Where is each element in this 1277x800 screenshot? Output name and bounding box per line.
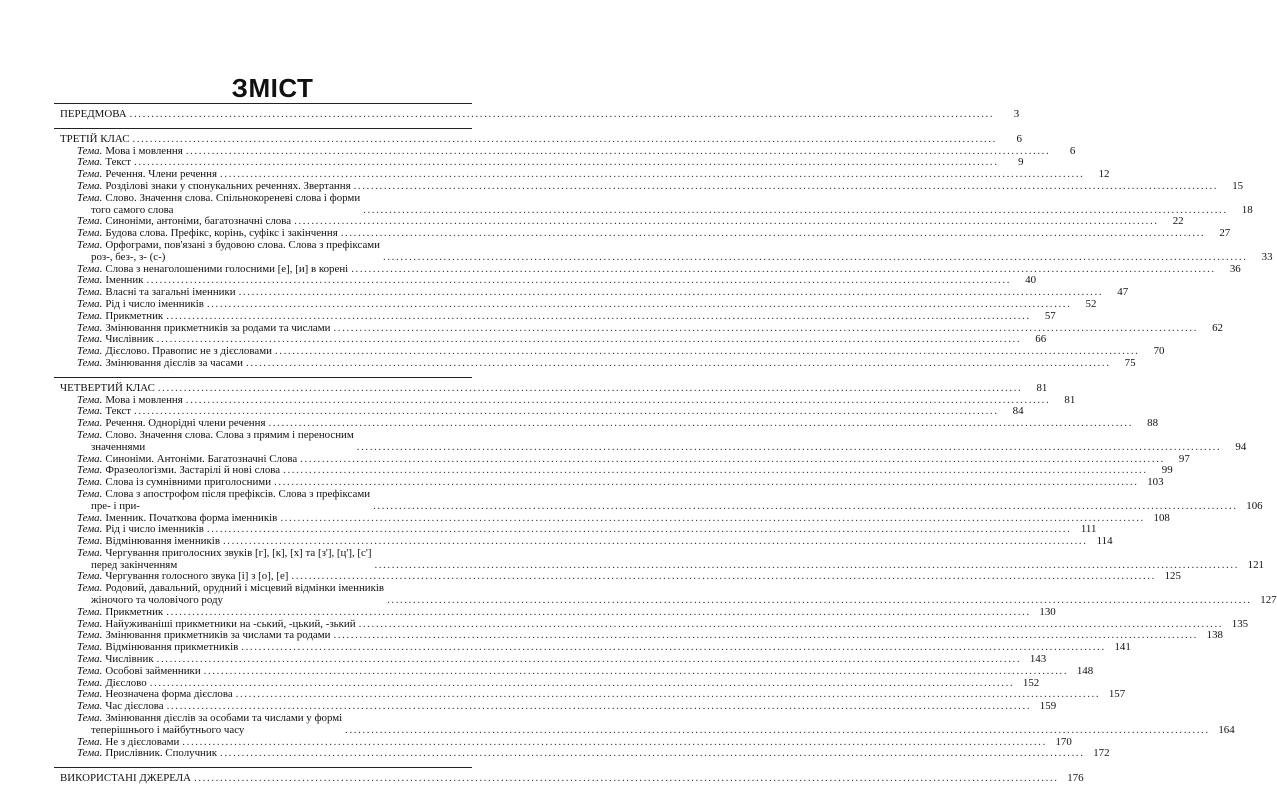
leader-dots: ........................................................................................................................................................................................................ xyxy=(340,227,1206,240)
topic-text xyxy=(77,489,370,513)
page-number: 62 xyxy=(1212,321,1223,334)
topic-label: Тема. xyxy=(77,227,103,240)
page-number: 114 xyxy=(1096,535,1113,548)
topic-label: Тема. xyxy=(77,262,103,275)
page-number: 164 xyxy=(1218,723,1235,736)
leader-dots: ........................................................................................................................................................................................................ xyxy=(166,309,1031,322)
toc-topic-entry[interactable] xyxy=(54,546,1264,572)
page-number: 176 xyxy=(1067,772,1084,785)
toc-topic-entry[interactable] xyxy=(54,747,1110,760)
topic-label: Тема. xyxy=(77,297,103,310)
page-number: 99 xyxy=(1161,464,1173,477)
leader-dots: ........................................................................................................................................................................................................ xyxy=(345,723,1210,736)
leader-dots: ........................................................................................................................................................................................................ xyxy=(291,570,1156,583)
page-number: 127 xyxy=(1260,594,1277,607)
topic-title: Неозначена форма дієслова xyxy=(105,688,233,701)
topic-title: Чергування приголосних звуків [г], [к], [х] та [з'], [ц'], [с'] xyxy=(105,546,372,559)
leader-dots: ........................................................................................................................................................................................................ xyxy=(235,688,1101,701)
leader-dots: ........................................................................................................................................................................................................ xyxy=(166,700,1032,713)
page-number: 148 xyxy=(1076,664,1094,677)
page-number: 27 xyxy=(1219,227,1231,240)
section-title: ПЕРЕДМОВА xyxy=(60,108,127,120)
leader-dots: ........................................................................................................................................................................................................ xyxy=(156,653,1022,666)
leader-dots: ........................................................................................................................................................................................................ xyxy=(274,345,1140,358)
page-number: 40 xyxy=(1025,274,1037,287)
page-number: 47 xyxy=(1117,286,1129,299)
topic-title: Орфограми, пов'язані з будовою слова. Слова з префіксами xyxy=(105,238,381,251)
topic-title: Власні та загальні іменники xyxy=(105,286,236,299)
topic-label: Тема. xyxy=(77,333,103,346)
leader-dots: ........................................................................................................................................................................................................ xyxy=(206,297,1072,310)
topic-label: Тема. xyxy=(77,735,103,748)
leader-dots: ........................................................................................................................................................................................................ xyxy=(219,168,1085,181)
leader-dots: ........................................................................................................................................................................................................ xyxy=(129,108,995,120)
topic-text xyxy=(77,713,342,737)
topic-text xyxy=(77,430,354,454)
leader-dots: ........................................................................................................................................................................................................ xyxy=(194,772,1059,785)
topic-label: Тема. xyxy=(77,179,103,192)
topic-title: Речення. Однорідні члени речення xyxy=(105,417,266,430)
leader-dots: ........................................................................................................................................................................................................ xyxy=(203,664,1069,677)
page-number: 66 xyxy=(1035,333,1047,346)
leader-dots: ........................................................................................................................................................................................................ xyxy=(246,356,1111,369)
topic-text xyxy=(77,358,243,370)
page-number: 57 xyxy=(1044,309,1056,322)
topic-label: Тема. xyxy=(77,700,103,713)
topic-label: Тема. xyxy=(77,144,103,157)
leader-dots: ........................................................................................................................................................................................................ xyxy=(132,132,997,145)
toc-topic-entry[interactable] xyxy=(54,191,1253,217)
toc-topic-entry[interactable] xyxy=(54,712,1235,737)
topic-label: Тема. xyxy=(77,215,103,228)
topic-label: Тема. xyxy=(77,582,103,595)
page-number: 22 xyxy=(1172,215,1184,228)
leader-dots: ........................................................................................................................................................................................................ xyxy=(358,617,1224,630)
spacer xyxy=(54,760,472,767)
topic-title: Числівник xyxy=(105,333,154,346)
topic-label: Тема. xyxy=(77,168,103,181)
topic-title-continued: жіночого та чоловічого роду xyxy=(91,594,223,607)
topic-label: Тема. xyxy=(77,653,103,666)
page-number: 84 xyxy=(1012,405,1024,418)
section-title: ЧЕТВЕРТИЙ КЛАС xyxy=(60,381,155,394)
topic-title: Дієслово xyxy=(105,676,147,689)
page-number: 103 xyxy=(1147,476,1164,489)
topic-title: Змінювання прикметників за родами та числами xyxy=(105,321,331,334)
leader-dots: ........................................................................................................................................................................................................ xyxy=(157,381,1023,394)
topic-title: Дієслово. Правопис не з дієсловами xyxy=(105,345,272,358)
leader-dots: ........................................................................................................................................................................................................ xyxy=(268,417,1134,430)
page-number: 75 xyxy=(1124,356,1136,369)
topic-title-continued: значеннями xyxy=(91,440,146,453)
topic-label: Тема. xyxy=(77,156,103,169)
leader-dots: ........................................................................................................................................................................................................ xyxy=(241,641,1106,654)
toc-topic-entry[interactable] xyxy=(54,428,1247,454)
page-number: 106 xyxy=(1246,499,1263,512)
toc-section-entry[interactable] xyxy=(54,772,1084,785)
page-number: 6 xyxy=(1016,132,1022,145)
leader-dots: ........................................................................................................................................................................................................ xyxy=(363,203,1228,216)
topic-label: Тема. xyxy=(77,452,103,465)
topic-title: Числівник xyxy=(105,653,154,666)
leader-dots: ........................................................................................................................................................................................................ xyxy=(387,594,1252,607)
topic-title: Синоніми. Антоніми. Багатозначні Слова xyxy=(105,452,298,465)
page-number: 125 xyxy=(1164,570,1181,583)
topic-title: Час дієслова xyxy=(105,700,164,713)
topic-title: Найуживаніші прикметники на -ський, -цький, -зький xyxy=(105,617,356,630)
leader-dots: ........................................................................................................................................................................................................ xyxy=(156,333,1022,346)
topic-label: Тема. xyxy=(77,393,103,406)
topic-title: Іменник xyxy=(105,274,144,287)
topic-title-continued: пре- і при- xyxy=(91,499,140,512)
toc-topic-entry[interactable] xyxy=(54,582,1277,607)
leader-dots: ........................................................................................................................................................................................................ xyxy=(185,144,1051,157)
page-number: 6 xyxy=(1069,144,1076,157)
leader-dots: ........................................................................................................................................................................................................ xyxy=(356,440,1222,453)
topic-line xyxy=(77,748,217,760)
topic-text xyxy=(77,548,371,572)
topic-line xyxy=(77,489,370,501)
leader-dots: ........................................................................................................................................................................................................ xyxy=(374,558,1239,571)
topic-title: Рід і число іменників xyxy=(105,297,204,310)
topic-label: Тема. xyxy=(77,356,103,369)
page-number: 88 xyxy=(1147,417,1159,430)
leader-dots: ........................................................................................................................................................................................................ xyxy=(283,464,1148,477)
page-number: 3 xyxy=(1013,108,1020,120)
topic-title: Особові займенники xyxy=(105,664,201,677)
leader-dots: ........................................................................................................................................................................................................ xyxy=(146,274,1012,287)
spacer xyxy=(54,370,472,377)
leader-dots: ........................................................................................................................................................................................................ xyxy=(166,605,1031,618)
toc-section-entry[interactable] xyxy=(54,108,1020,121)
topic-label: Тема. xyxy=(77,487,103,500)
page-number: 94 xyxy=(1235,440,1247,453)
section-title: ВИКОРИСТАНІ ДЖЕРЕЛА xyxy=(60,772,192,785)
topic-label: Тема. xyxy=(77,688,103,701)
topic-title-continued: теперішнього і майбутнього часу xyxy=(91,723,245,736)
topic-label: Тема. xyxy=(77,605,103,618)
topic-title-continued: роз-, без-, з- (с-) xyxy=(91,250,166,263)
topic-label: Тема. xyxy=(77,286,103,299)
topic-title: Розділові знаки у спонукальних реченнях. Звертання xyxy=(105,179,351,192)
topic-label: Тема. xyxy=(77,428,103,441)
page-title: ЗМІСТ xyxy=(231,73,314,103)
topic-title: Змінювання дієслів за часами xyxy=(105,356,243,369)
page-number: 18 xyxy=(1241,203,1253,216)
page-number: 81 xyxy=(1036,381,1048,394)
topic-title: Змінювання прикметників за числами та родами xyxy=(105,629,331,642)
topic-title: Мова і мовлення xyxy=(105,393,183,406)
leader-dots: ........................................................................................................................................................................................................ xyxy=(238,286,1104,299)
topic-title: Речення. Члени речення xyxy=(105,168,217,181)
topic-text xyxy=(77,583,384,607)
topic-title-continued: того самого слова xyxy=(91,203,174,216)
spacer xyxy=(54,785,472,792)
topic-title: Слово. Значення слова. Слова з прямим і переносним xyxy=(105,428,354,441)
topic-title: Іменник. Початкова форма іменників xyxy=(105,511,278,524)
toc-topic-entry[interactable] xyxy=(54,238,1273,264)
topic-text xyxy=(77,193,360,217)
topic-label: Тема. xyxy=(77,641,103,654)
leader-dots: ........................................................................................................................................................................................................ xyxy=(149,676,1015,689)
leader-dots: ........................................................................................................................................................................................................ xyxy=(274,476,1139,489)
leader-dots: ........................................................................................................................................................................................................ xyxy=(134,405,999,418)
topic-label: Тема. xyxy=(77,664,103,677)
leader-dots: ........................................................................................................................................................................................................ xyxy=(206,523,1072,536)
page-number: 159 xyxy=(1039,700,1057,713)
page-number: 70 xyxy=(1153,345,1165,358)
topic-label: Тема. xyxy=(77,464,103,477)
topic-title: Слова із сумнівними приголосними xyxy=(105,476,272,489)
topic-title: Чергування голосного звука [і] з [о], [е] xyxy=(105,570,289,583)
topic-line xyxy=(77,193,360,205)
topic-label: Тема. xyxy=(77,321,103,334)
topic-title: Текст xyxy=(105,156,132,169)
leader-dots: ........................................................................................................................................................................................................ xyxy=(351,262,1216,275)
page-number: 143 xyxy=(1029,653,1047,666)
topic-label: Тема. xyxy=(77,191,103,204)
topic-text xyxy=(77,748,217,760)
topic-title: Будова слова. Префікс, корінь, суфікс і закінчення xyxy=(105,227,338,240)
page-number: 111 xyxy=(1080,523,1097,536)
leader-dots: ........................................................................................................................................................................................................ xyxy=(373,499,1238,512)
topic-title: Рід і число іменників xyxy=(105,523,204,536)
topic-title: Відмінювання іменників xyxy=(105,535,220,548)
topic-title: Фразеологізми. Застарілі й нові слова xyxy=(105,464,281,477)
topic-label: Тема. xyxy=(77,417,103,430)
leader-dots: ........................................................................................................................................................................................................ xyxy=(333,629,1198,642)
section-title: ТРЕТІЙ КЛАС xyxy=(60,132,130,145)
page-number: 81 xyxy=(1064,393,1076,406)
page-number: 33 xyxy=(1261,250,1273,263)
topic-label: Тема. xyxy=(77,629,103,642)
page-number: 108 xyxy=(1153,511,1170,524)
page-number: 130 xyxy=(1039,605,1056,618)
topic-label: Тема. xyxy=(77,345,103,358)
topic-line xyxy=(77,548,371,560)
topic-title: Прикметник xyxy=(105,605,164,618)
topic-title: Прислівник. Сполучник xyxy=(105,747,218,760)
topic-title: Слова з ненаголошеними голосними [е], [и] в корені xyxy=(105,262,349,275)
topic-label: Тема. xyxy=(77,676,103,689)
topic-label: Тема. xyxy=(77,535,103,548)
topic-title: Синоніми, антоніми, багатозначні слова xyxy=(105,215,292,228)
topic-title: Мова і мовлення xyxy=(105,144,183,157)
page-number: 36 xyxy=(1229,262,1241,275)
topic-label: Тема. xyxy=(77,546,103,559)
page-number: 97 xyxy=(1178,452,1190,465)
topic-label: Тема. xyxy=(77,309,103,322)
leader-dots: ........................................................................................................................................................................................................ xyxy=(383,250,1248,263)
page-number: 9 xyxy=(1018,156,1024,169)
topic-label: Тема. xyxy=(77,747,103,760)
topic-text xyxy=(77,240,380,264)
topic-title: Слова з апострофом після префіксів. Слова з префіксами xyxy=(105,487,371,500)
leader-dots: ........................................................................................................................................................................................................ xyxy=(182,735,1047,748)
topic-label: Тема. xyxy=(77,476,103,489)
page-number: 141 xyxy=(1114,641,1131,654)
topic-label: Тема. xyxy=(77,511,103,524)
topic-label: Тема. xyxy=(77,274,103,287)
page-number: 138 xyxy=(1206,629,1223,642)
topic-title: Відмінювання прикметників xyxy=(105,641,239,654)
leader-dots: ........................................................................................................................................................................................................ xyxy=(353,179,1219,192)
leader-dots: ........................................................................................................................................................................................................ xyxy=(222,535,1088,548)
leader-dots: ........................................................................................................................................................................................................ xyxy=(294,215,1159,228)
page-number: 12 xyxy=(1098,168,1110,181)
topic-line xyxy=(77,358,243,370)
spacer xyxy=(54,121,472,128)
page-number: 170 xyxy=(1055,735,1072,748)
leader-dots: ........................................................................................................................................................................................................ xyxy=(280,511,1145,524)
topic-title: Слово. Значення слова. Спільнокореневі слова і форми xyxy=(105,191,361,204)
page-number: 121 xyxy=(1247,558,1264,571)
topic-line xyxy=(77,240,380,252)
topic-label: Тема. xyxy=(77,617,103,630)
topic-title: Родовий, давальний, орудний і місцевий відмінки іменників xyxy=(105,582,385,595)
leader-dots: ........................................................................................................................................................................................................ xyxy=(185,393,1051,406)
topic-label: Тема. xyxy=(77,238,103,251)
page-number: 52 xyxy=(1085,297,1097,310)
topic-title: Текст xyxy=(105,405,132,418)
topic-title: Не з дієсловами xyxy=(105,735,180,748)
page-number: 135 xyxy=(1231,617,1249,630)
page-number: 157 xyxy=(1108,688,1126,701)
topic-line xyxy=(77,430,354,442)
page-number: 15 xyxy=(1232,179,1244,192)
leader-dots: ........................................................................................................................................................................................................ xyxy=(333,321,1198,334)
leader-dots: ........................................................................................................................................................................................................ xyxy=(134,156,999,169)
page-number: 172 xyxy=(1093,747,1110,760)
topic-title: Змінювання дієслів за особами та числами у формі xyxy=(105,712,343,725)
topic-label: Тема. xyxy=(77,405,103,418)
page-number: 152 xyxy=(1022,676,1040,689)
table-of-contents xyxy=(54,103,1277,792)
topic-label: Тема. xyxy=(77,523,103,536)
topic-title-continued: перед закінченням xyxy=(91,558,178,571)
toc-topic-entry[interactable] xyxy=(54,356,1136,370)
leader-dots: ........................................................................................................................................................................................................ xyxy=(220,747,1085,760)
leader-dots: ........................................................................................................................................................................................................ xyxy=(300,452,1165,465)
topic-label: Тема. xyxy=(77,570,103,583)
topic-label: Тема. xyxy=(77,712,103,725)
toc-topic-entry[interactable] xyxy=(54,487,1263,513)
topic-title: Прикметник xyxy=(105,309,164,322)
